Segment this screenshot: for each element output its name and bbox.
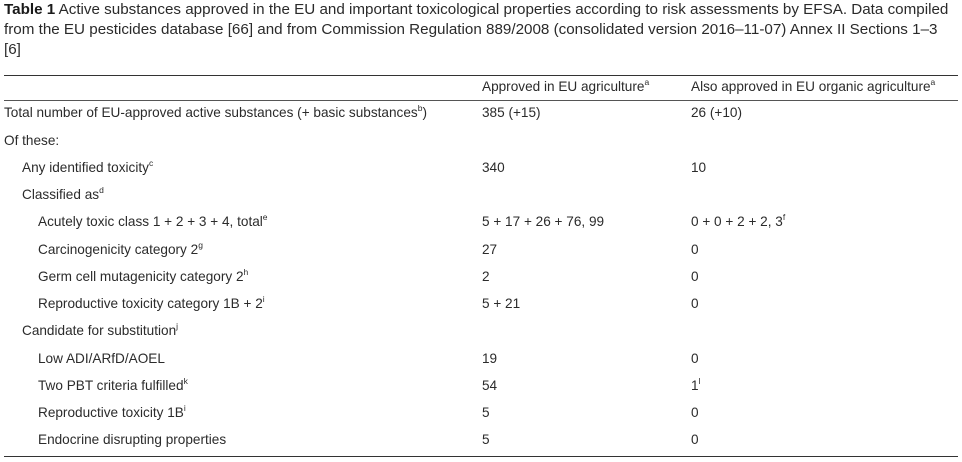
row-label: Candidate for substitution$^j$ (22, 321, 179, 338)
cell-eu-agriculture: 2 (482, 269, 490, 284)
cell-eu-agriculture: 5 (482, 405, 490, 420)
row-label: Total number of EU-approved active substances (+ basic substances$^b$) (4, 103, 427, 120)
row-label: Classified $as^d$ (22, 185, 104, 202)
cell-eu-agriculture: 340 (482, 160, 505, 175)
cell-eu-agriculture: 19 (482, 351, 498, 366)
top-rule (4, 75, 958, 76)
cell-eu-agriculture: 5 + 21 (482, 296, 521, 311)
column-header-eu-agriculture: Approved in EU agriculture$^a$ (482, 77, 650, 94)
table-label: Table 1 (4, 1, 56, 18)
column-header-eu-organic: Also approved in EU organic agriculture$^a$ (691, 77, 936, 94)
cell-eu-organic: 0 (691, 351, 699, 366)
cell-eu-agriculture: 385 (+15) (482, 105, 541, 120)
row-label: Any identified toxicity$^c$ (22, 158, 154, 175)
table-caption (4, 0, 958, 60)
bottom-rule (4, 456, 958, 457)
cell-eu-organic: 0 (691, 432, 699, 447)
row-label: Germ cell mutagenicity category 2$^h$ (38, 267, 249, 284)
cell-eu-organic: 0 (691, 242, 699, 257)
row-label: Reproductive toxicity category $1B + 2^i$ (38, 294, 265, 311)
row-label: Two PBT criteria fulfilled$^k$ (38, 376, 188, 393)
cell-eu-organic: 26 (+10) (691, 105, 743, 120)
row-label: Acutely toxic class 1 + 2 + 3 + 4, total$^e$ (38, 212, 268, 229)
cell-eu-organic: 0 + 0 + 2 + 2, 3$^f$ (691, 212, 786, 229)
cell-eu-organic: 0 (691, 296, 699, 311)
cell-eu-organic: 0 (691, 269, 699, 284)
row-label: Reproductive toxicity $1B^i$ (38, 403, 186, 420)
cell-eu-agriculture: 5 + 17 + 26 + 76, 99 (482, 214, 605, 229)
cell-eu-organic: 1$^l$ (691, 376, 701, 393)
caption-text: Active substances approved in the EU and important toxicological properties according to risk assessments by EFSA. Data compiled from the EU pesticides database [66] and from Commission Regulation 889/2008 (consolidated version 2016–11-07) Annex II Sections 1–3 [6] (4, 1, 949, 58)
cell-eu-agriculture: 54 (482, 378, 498, 393)
cell-eu-organic: 10 (691, 160, 707, 175)
row-label: Of these: (4, 133, 60, 148)
header-rule (4, 100, 958, 101)
row-label: Endocrine disrupting properties (38, 432, 227, 447)
cell-eu-agriculture: 27 (482, 242, 498, 257)
cell-eu-agriculture: 5 (482, 432, 490, 447)
row-label: Carcinogenicity category 2$^g$ (38, 240, 203, 257)
cell-eu-organic: 0 (691, 405, 699, 420)
row-label: Low ADI/ARfD/AOEL (38, 351, 165, 366)
